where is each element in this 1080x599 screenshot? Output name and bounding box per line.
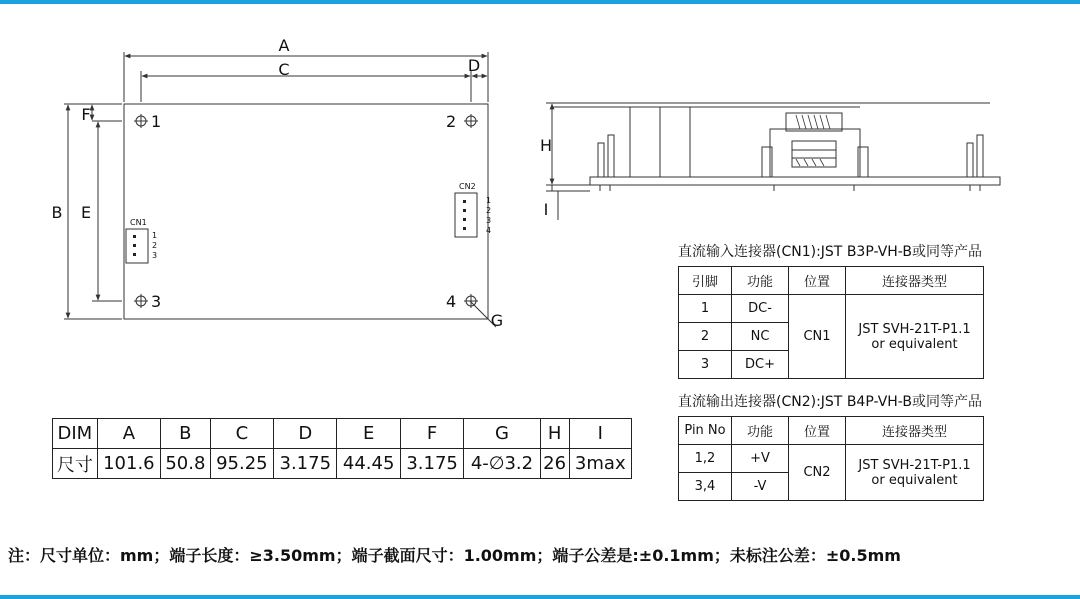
cn1-function-cell: DC+ xyxy=(732,351,789,379)
table-row xyxy=(679,295,984,323)
dim-header-cell: E xyxy=(337,419,400,449)
pcb-board xyxy=(590,177,1000,185)
cn1-pin-2: 2 xyxy=(152,241,158,250)
dim-table-header-row xyxy=(53,419,632,449)
dim-value-cell: 3.175 xyxy=(274,449,337,479)
hole-label-1: 1 xyxy=(151,112,162,131)
mount-hole-1 xyxy=(134,114,148,128)
cn1-header-type: 连接器类型 xyxy=(846,267,984,295)
mount-hole-4 xyxy=(464,294,478,308)
dim-c-label: C xyxy=(278,60,290,79)
dim-value-cell: 3.175 xyxy=(400,449,463,479)
dimension-table xyxy=(52,418,632,479)
dim-header-cell: F xyxy=(400,419,463,449)
hole-label-4: 4 xyxy=(446,292,457,311)
cn1-connector xyxy=(126,229,148,263)
dim-header-cell: A xyxy=(97,419,160,449)
dim-d-label: D xyxy=(467,56,481,75)
cn1-table-title: 直流输入连接器(CN1):JST B3P-VH-B或同等产品 xyxy=(678,244,982,260)
cn2-header-function: 功能 xyxy=(732,417,789,445)
footnote: 注：尺寸单位：mm；端子长度：≥3.50mm；端子截面尺寸：1.00mm；端子公差是:±0.1mm；未标注公差：±0.5mm xyxy=(8,546,901,565)
mount-hole-3 xyxy=(134,294,148,308)
hole-label-3: 3 xyxy=(151,292,162,311)
dim-value-cell: 4-∅3.2 xyxy=(464,449,540,479)
dim-e-label: E xyxy=(80,203,92,222)
cn2-pin-3: 3 xyxy=(486,216,492,225)
cn1-function-cell: DC- xyxy=(732,295,789,323)
mount-hole-2 xyxy=(464,114,478,128)
cn2-type-line1: JST SVH-21T-P1.1 xyxy=(858,457,971,473)
cn2-header-position: 位置 xyxy=(789,417,846,445)
cn2-pin-1: 1 xyxy=(486,196,492,205)
dim-value-cell: 95.25 xyxy=(210,449,273,479)
dim-header-cell: D xyxy=(274,419,337,449)
cn1-type-cell xyxy=(846,295,984,379)
cn2-pin-2: 2 xyxy=(486,206,492,215)
cn1-type-line2: or equivalent xyxy=(871,336,958,352)
dim-a-label: A xyxy=(278,36,290,55)
cn1-header-pin: 引脚 xyxy=(679,267,732,295)
cn2-name: CN2 xyxy=(459,182,476,191)
dim-value-cell: 50.8 xyxy=(161,449,211,479)
cn1-header-function: 功能 xyxy=(732,267,789,295)
dim-value-cell: 26 xyxy=(540,449,569,479)
cn1-position-cell: CN1 xyxy=(789,295,846,379)
cn1-pin-3: 3 xyxy=(152,251,158,260)
cn2-pin-4: 4 xyxy=(486,226,492,235)
dim-i-label: I xyxy=(543,200,549,219)
cn2-function-cell: +V xyxy=(732,445,789,473)
cn1-pin-table xyxy=(678,266,984,379)
cn2-header-pin: Pin No xyxy=(679,417,732,445)
cn2-type-cell xyxy=(846,445,984,501)
top-view-drawing xyxy=(0,0,520,340)
cn2-pin-cell: 1,2 xyxy=(679,445,732,473)
side-view-drawing xyxy=(530,95,1010,235)
dim-value-cell: 尺寸 xyxy=(53,449,98,479)
cn2-position-cell: CN2 xyxy=(789,445,846,501)
cn1-pin-cell: 2 xyxy=(679,323,732,351)
cn1-pin-cell: 3 xyxy=(679,351,732,379)
center-connector xyxy=(770,129,860,177)
cn1-header-position: 位置 xyxy=(789,267,846,295)
dim-value-cell: 101.6 xyxy=(97,449,160,479)
cn2-type-line2: or equivalent xyxy=(871,472,958,488)
cn1-type-line1: JST SVH-21T-P1.1 xyxy=(858,321,971,337)
dim-header-cell: G xyxy=(464,419,540,449)
cn2-header-type: 连接器类型 xyxy=(846,417,984,445)
dim-value-cell: 3max xyxy=(569,449,631,479)
dim-header-cell: C xyxy=(210,419,273,449)
cn1-pin-1: 1 xyxy=(152,231,158,240)
board-outline xyxy=(124,104,488,319)
cn1-function-cell: NC xyxy=(732,323,789,351)
cn1-pin-cell: 1 xyxy=(679,295,732,323)
dim-g-label: G xyxy=(490,311,504,330)
cn2-pin-cell: 3,4 xyxy=(679,473,732,501)
dim-value-cell: 44.45 xyxy=(337,449,400,479)
dim-header-cell: B xyxy=(161,419,211,449)
dim-header-cell: H xyxy=(540,419,569,449)
cn2-connector xyxy=(455,193,477,237)
bottom-accent-bar xyxy=(0,595,1080,599)
dim-table-value-row xyxy=(53,449,632,479)
dim-h-label: H xyxy=(539,136,553,155)
hole-label-2: 2 xyxy=(446,112,457,131)
dim-header-cell: I xyxy=(569,419,631,449)
dim-b-label: B xyxy=(51,203,63,222)
dim-header-cell: DIM xyxy=(53,419,98,449)
table-row xyxy=(679,445,984,473)
cn2-function-cell: -V xyxy=(732,473,789,501)
cn2-table-title: 直流输出连接器(CN2):JST B4P-VH-B或同等产品 xyxy=(678,394,982,410)
cn2-pin-table xyxy=(678,416,984,501)
cn1-name: CN1 xyxy=(130,218,147,227)
dim-f-label: F xyxy=(81,105,91,124)
